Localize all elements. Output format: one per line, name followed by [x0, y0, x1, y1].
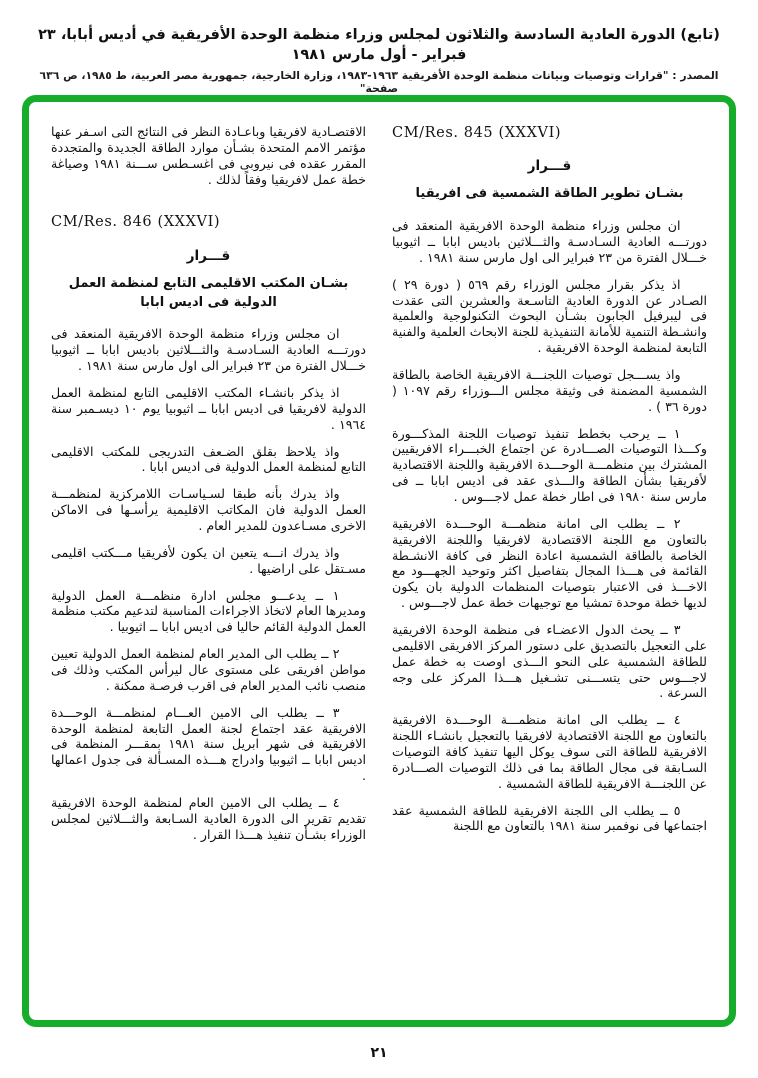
paragraph: ١ ــ يدعـــو مجلس ادارة منظمـــة العمل الدولية ومديرها العام لاتخاذ الاجراءات المناسبة لتدعيم مكتب منظمة العمل الدولية القائم حاليا فى اديس ابابا ــ اثيوبيا . [51, 587, 366, 635]
page-footer [0, 1042, 758, 1061]
green-border-frame [22, 95, 736, 1027]
paragraph: ان مجلس وزراء منظمة الوحدة الافريقية المنعقد فى دورتـــه العادية السـادسـة والثـــلاثين باديس ابابا ــ اثيوبيا خـــلال الفترة من ٢٣ فبراير الى اول مارس سنة ١٩٨١ . [51, 326, 366, 374]
two-column-layout [51, 122, 707, 1006]
paragraph: ٣ ــ يحث الدول الاعضـاء فى منظمة الوحدة الافريقية على التعجيل بالتصديق على دستور المركز الافريقى الاقليمى للطاقة الشمسية على النحو الـــذى اوصت به خطة عمل لاجـــوس حتى يتســـنى تشـغيل هـــذا المركز على وجه السرعة . [392, 622, 707, 701]
paragraph: ان مجلس وزراء منظمة الوحدة الافريقية المنعقد فى دورتـــه العادية السـادسـة والثـــلاثين باديس ابابا ــ اثيوبيا خـــلال الفترة من ٢٣ فبراير الى اول مارس سنة ١٩٨١ . [392, 218, 707, 265]
resolution-846-subject-line1: بشـان المكتب الاقليمى التابع لمنظمة العمل [68, 275, 349, 291]
session-title: (تابع) الدورة العادية السادسة والثلاثون لمجلس وزراء منظمة الوحدة الأفريقية في أديس أبابا، ٢٣ فبراير - أول مارس ١٩٨١ [38, 27, 720, 63]
paragraph: اذ يذكر بانشـاء المكتب الاقليمى التابع لمنظمة العمل الدولية لافريقيا فى اديس ابابا ــ اثيوبيا يوم ١٠ ديسـمبر سنة ١٩٦٤ . [51, 384, 366, 432]
resolution-846-body [51, 326, 366, 842]
paragraph: واذ يلاحظ بقلق الضـعف التدريجى للمكتب الاقليمى التابع لمنظمة العمل الدولية فى اديس ابابا . [51, 443, 366, 475]
paragraph: ٣ ــ يطلب الى الامين العـــام لمنظمـــة الوحـــدة الافريقية عقد اجتماع لجنة العمل التابعة لمنظمة الوحدة الافريقية فى شهر ابريل سنة ١٩٨١ بمقـــر المنظمة فى اديس ابابا ــ اثيوبيا وادراج هـــذه المسـألة فى جدول اعمالها . [51, 704, 366, 784]
paragraph: الاقتصـادية لافريقيا وباعـادة النظر فى النتائج التى اسـفر عنها مؤتمر الامم المتحدة بشـأن موارد الطاقة الجديدة والمتجددة المقرر عقده فى نيروبى فى اغسـطس ســـنة ١٩٨١ وصياغة خطة عمل لافريقيا وفقاً لذلك . [51, 124, 366, 187]
paragraph: واذ يدرك بأنه طبقا لسـياسـات اللامركزية لمنظمـــة العمل الدولية فان المكاتب الاقليمية يرأسـها فى الاماكن الاخرى مسـاعدون للمدير العام . [51, 486, 366, 533]
resolution-846-subject-line2: الدولية فى اديس ابابا [140, 294, 277, 310]
paragraph: ٢ ــ يطلب الى المدير العام لمنظمة العمل الدولية تعيين مواطن افريقى على مستوى عال ليرأس المكتب وذلك فى منصب نائب المدير العام فى اقرب فرصـة ممكنة . [51, 646, 366, 693]
resolution-845-body [392, 218, 707, 834]
paragraph: ١ ــ يرحب بخطط تنفيذ توصيات اللجنة المذكـــورة وكـــذا التوصيات الصـــادرة عن اجتماع الخبـــراء الافريقيين المشترك بين منظمـــة الوحـــدة الافريقية واللجنة الاقتصادية لأفريقيا بشأن الطاقة والـــذى عقد فى اديس ابابا ــ فى مارس سنة ١٩٨٠ فى اطار خطة عمل لاجـــوس . [392, 425, 707, 504]
paragraph: ٥ ــ يطلب الى اللجنة الافريقية للطاقة الشمسية عقد اجتماعها فى نوفمبر سنة ١٩٨١ بالتعاون مع اللجنة [392, 802, 707, 834]
page-header [20, 26, 738, 95]
paragraph: ٤ ــ يطلب الى امانة منظمـــة الوحـــدة الافريقية بالتعاون مع اللجنة الاقتصادية لافريقيا بالتعجيل بانشـاء اللجنة الافريقية للطاقة التى سوف يوكل اليها تنفيذ كافة التوصيات السـابقة فى مجال الطاقة بما فى ذلك التوصيات الصـــادرة عن اللجنـــة الافريقية للطاقة الشمسية . [392, 712, 707, 791]
resolution-845-continuation [51, 124, 366, 187]
resolution-846-subject [51, 275, 366, 313]
paragraph: واذ يســـجل توصيات اللجنـــة الافريقية الخاصة بالطاقة الشمسية المضمنة فى وثيقة مجلس الـــوزراء رقم ١٠٩٧ ( دورة ٣٦ ) . [392, 366, 707, 414]
paragraph: اذ يذكر بقرار مجلس الوزراء رقم ٥٦٩ ( دورة ٢٩ ) الصـادر عن الدورة العادية التاسـعة والعشرين التى عقدت فى ليبرفيل الجابون بشـأن البحوث التكنولوجية والعلمية وانشـطة التنمية للأمانة التنفيذية للجنة الابحاث العلمية والفنية التابعة لمنظمة الوحدة الافريقية . [392, 276, 707, 356]
paragraph: ٤ ــ يطلب الى الامين العام لمنظمة الوحدة الافريقية تقديم تقرير الى الدورة العادية السـابعة والثـــلاثين لمجلس الوزراء بشـأن تنفيذ هـــذا القرار . [51, 795, 366, 842]
source-citation: المصدر : "قرارات وتوصيات وبيانات منظمة الوحدة الأفريقية ١٩٦٣-١٩٨٣، وزارة الخارجية، جمهورية مصر العربية، ط ١٩٨٥، ص ٦٣٦ صفحة" [39, 69, 719, 96]
paragraph: ٢ ــ يطلب الى امانة منظمـــة الوحـــدة الافريقية بالتعاون مع اللجنة الاقتصادية لافريقيا واللجنة الافريقية الخاصة بالطاقة الشمسية اعادة النظر فى كافة الانشـطة القائمة فى هـــذا المجال بتفاصيل اكثر وتوحيد الجهـــود مع الاخـــذ فى الاعتبار بتوصيات المنظمات الدولية بان يكون لديها خطة موحدة تمشيا مع توجيهات خطة عمل لاجـــوس . [392, 515, 707, 611]
resolution-845-reference: CM/Res. 845 (XXXVI) [392, 125, 562, 141]
page-number: ٢١ [370, 1045, 388, 1061]
resolution-846-reference: CM/Res. 846 (XXXVI) [51, 214, 221, 231]
paragraph: واذ يدرك انـــه يتعين ان يكون لأفريقيا مـــكتب اقليمى مسـتقل على اراضيها . [51, 544, 366, 576]
column-left-res846 [51, 122, 366, 1006]
resolution-845-heading: قـــرار [527, 158, 572, 175]
column-right-res845 [392, 122, 707, 1006]
resolution-845-subject: بشـان تطوير الطاقة الشمسية فى افريقيا [415, 186, 684, 202]
resolution-846-heading: قـــرار [186, 247, 231, 264]
